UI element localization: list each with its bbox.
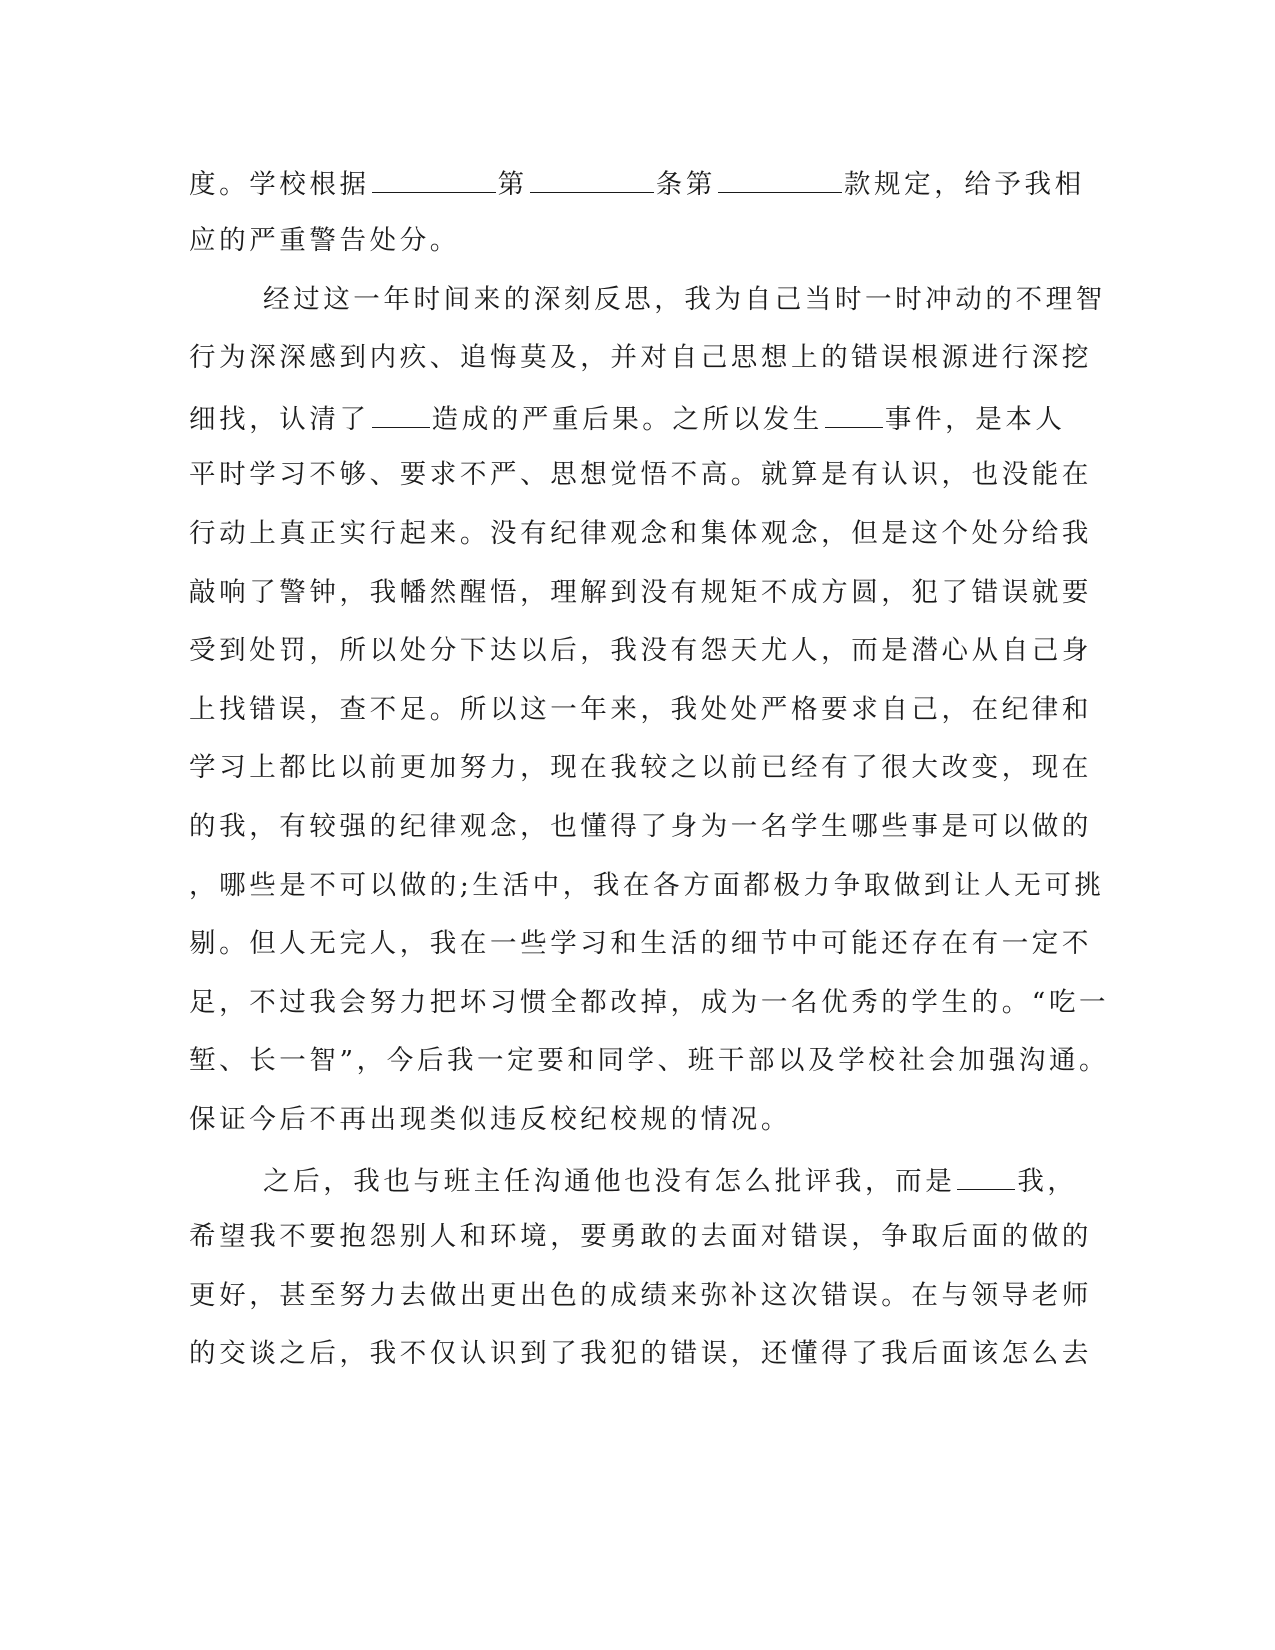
fill-in-blank <box>825 397 883 428</box>
text-line: 的我，有较强的纪律观念，也懂得了身为一名学生哪些事是可以做的 <box>189 811 1092 842</box>
text-line: 剔。但人无完人，我在一些学习和生活的细节中可能还存在有一定不 <box>189 928 1092 959</box>
text-line: ，哪些是不可以做的;生活中，我在各方面都极力争取做到让人无可挑 <box>189 870 1105 901</box>
text-line: 受到处罚，所以处分下达以后，我没有怨天尤人，而是潜心从自己身 <box>189 635 1092 666</box>
text-segment: 细找，认清了 <box>189 404 370 435</box>
text-line: 行动上真正实行起来。没有纪律观念和集体观念，但是这个处分给我 <box>189 518 1092 549</box>
text-line: 学习上都比以前更加努力，现在我较之以前已经有了很大改变，现在 <box>189 752 1092 783</box>
fill-in-blank <box>372 397 430 428</box>
text-segment: 之后，我也与班主任沟通他也没有怎么批评我，而是 <box>263 1166 956 1197</box>
fill-in-blank <box>957 1159 1015 1190</box>
text-segment: 度。学校根据 <box>189 169 370 200</box>
fill-in-blank <box>530 162 654 193</box>
text-line <box>189 397 1066 437</box>
fill-in-blank <box>372 162 496 193</box>
text-line: 平时学习不够、要求不严、思想觉悟不高。就算是有认识，也没能在 <box>189 459 1092 490</box>
text-line: 堑、长一智”，今后我一定要和同学、班干部以及学校社会加强沟通。 <box>189 1045 1110 1076</box>
text-segment: 造成的严重后果。之所以发生 <box>431 404 823 435</box>
text-segment: 第 <box>497 169 528 200</box>
text-line: 的交谈之后，我不仅认识到了我犯的错误，还懂得了我后面该怎么去 <box>189 1338 1092 1369</box>
text-segment: 款规定，给予我相 <box>843 169 1085 200</box>
text-line: 足，不过我会努力把坏习惯全都改掉，成为一名优秀的学生的。“吃一 <box>189 987 1110 1018</box>
text-segment: 我， <box>1017 1166 1078 1197</box>
text-line: 行为深深感到内疚、追悔莫及，并对自己思想上的错误根源进行深挖 <box>189 342 1092 373</box>
text-line: 敲响了警钟，我幡然醒悟，理解到没有规矩不成方圆，犯了错误就要 <box>189 577 1092 608</box>
paragraph-first-line <box>263 1159 1078 1199</box>
text-segment: 事件，是本人 <box>884 404 1066 435</box>
text-line <box>189 162 1085 202</box>
text-line: 更好，甚至努力去做出更出色的成绩来弥补这次错误。在与领导老师 <box>189 1280 1092 1311</box>
text-line: 希望我不要抱怨别人和环境，要勇敢的去面对错误，争取后面的做的 <box>189 1221 1092 1252</box>
fill-in-blank <box>718 162 842 193</box>
text-segment: 条第 <box>655 169 716 200</box>
text-line: 保证今后不再出现类似违反校纪校规的情况。 <box>189 1104 791 1135</box>
paragraph-first-line: 经过这一年时间来的深刻反思，我为自己当时一时冲动的不理智 <box>263 284 1106 315</box>
text-line: 上找错误，查不足。所以这一年来，我处处严格要求自己，在纪律和 <box>189 694 1092 725</box>
text-line: 应的严重警告处分。 <box>189 225 460 256</box>
